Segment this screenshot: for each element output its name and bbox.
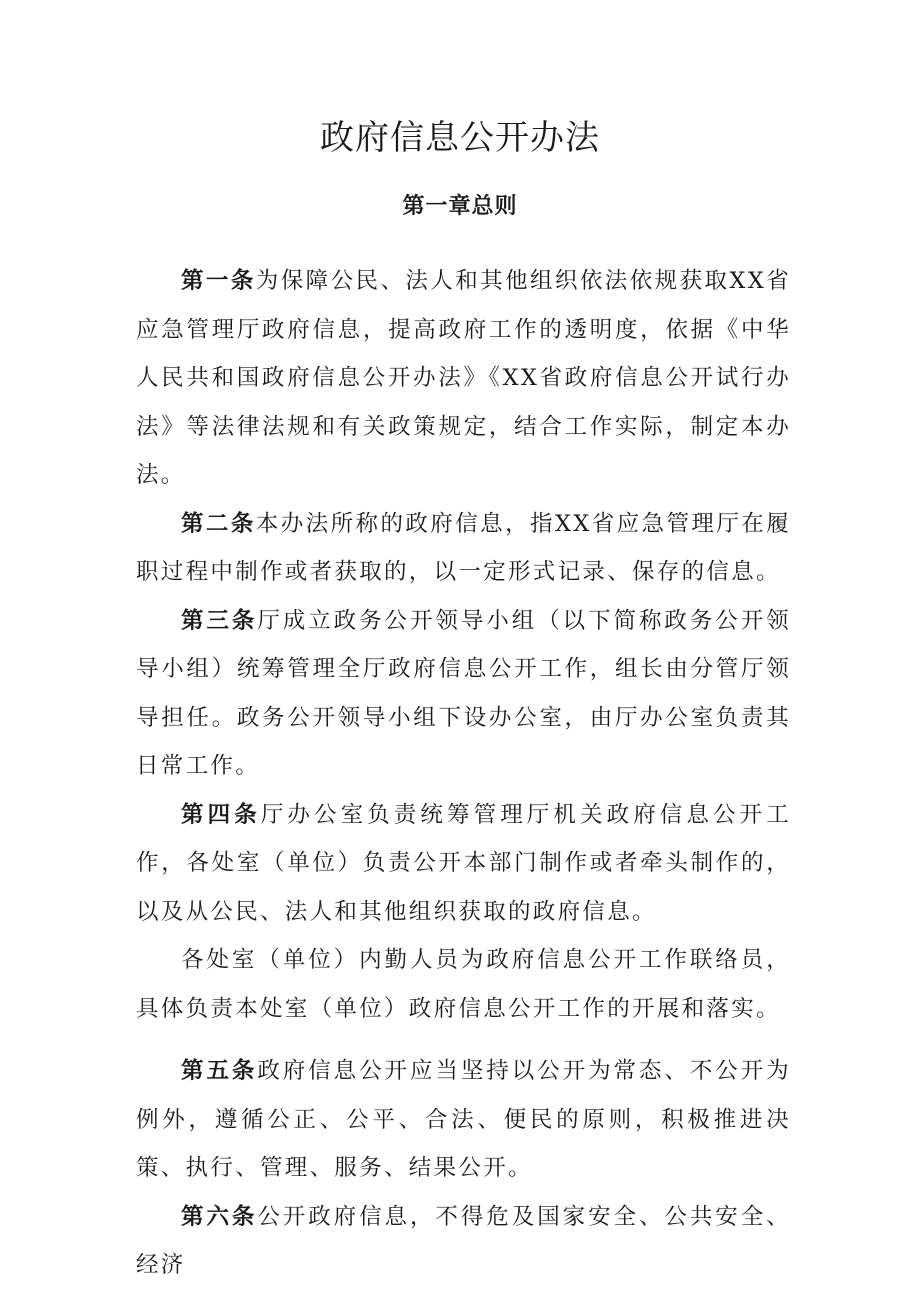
article-text: 公开政府信息，不得危及国家安全、公共安全、经济 xyxy=(136,1203,791,1278)
article-2-paragraph xyxy=(136,500,791,597)
article-number: 第一条 xyxy=(181,268,256,294)
article-number: 第二条 xyxy=(181,510,256,537)
article-text: 政府信息公开应当坚持以公开为常态、不公开为例外，遵循公正、公平、合法、便民的原则，积极推进决策、执行、管理、服务、结果公开。 xyxy=(136,1058,791,1181)
article-number: 第三条 xyxy=(181,607,258,634)
article-text: 厅成立政务公开领导小组（以下简称政务公开领导小组）统筹管理全厅政府信息公开工作，组长由分管厅领导担任。政务公开领导小组下设办公室，由厅办公室负责其日常工作。 xyxy=(136,607,791,779)
article-text: 厅办公室负责统筹管理厅机关政府信息公开工作，各处室（单位）负责公开本部门制作或者牵头制作的，以及从公民、法人和其他组织获取的政府信息。 xyxy=(136,801,791,925)
article-1-paragraph xyxy=(136,257,791,500)
article-4-paragraph xyxy=(136,791,791,937)
document-title: 政府信息公开办法 xyxy=(320,118,600,158)
paragraph-gap xyxy=(136,1033,791,1047)
article-5-paragraph xyxy=(136,1047,791,1193)
article-text: 各处室（单位）内勤人员为政府信息公开工作联络员，具体负责本处室（单位）政府信息公开工作的开展和落实。 xyxy=(136,947,791,1022)
chapter-title: 第一章总则 xyxy=(402,193,518,219)
article-6-paragraph xyxy=(136,1193,791,1290)
article-number: 第五条 xyxy=(181,1058,258,1084)
article-text: 本办法所称的政府信息，指XX省应急管理厅在履职过程中制作或者获取的，以一定形式记录、保存的信息。 xyxy=(136,510,792,585)
document-body xyxy=(136,257,791,1290)
article-4-continuation-paragraph xyxy=(136,936,791,1033)
article-3-paragraph xyxy=(136,597,791,791)
article-number: 第六条 xyxy=(181,1203,258,1230)
article-number: 第四条 xyxy=(181,801,261,828)
article-text: 为保障公民、法人和其他组织依法依规获取XX省应急管理厅政府信息，提高政府工作的透明度，依据《中华人民共和国政府信息公开办法》《XX省政府信息公开试行办法》等法律法规和有关政策规定，结合工作实际，制定本办法。 xyxy=(136,268,792,488)
